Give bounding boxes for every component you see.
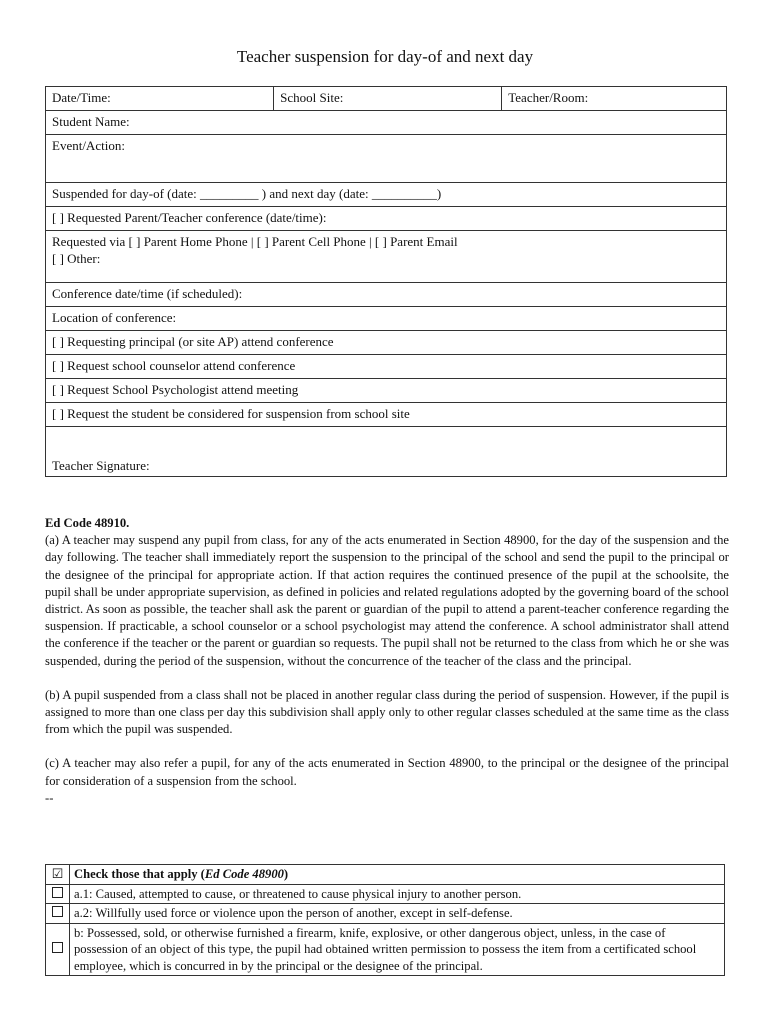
ed-code-heading: Ed Code 48910. <box>45 516 130 530</box>
checked-box-icon: ☑ <box>51 866 64 882</box>
checkbox-icon <box>52 887 63 898</box>
request-principal-option[interactable]: [ ] Requesting principal (or site AP) attend conference <box>46 331 727 355</box>
conference-date-field[interactable]: Conference date/time (if scheduled): <box>46 283 727 307</box>
checklist-header-close: ) <box>283 867 289 881</box>
request-counselor-option[interactable]: [ ] Request school counselor attend conference <box>46 355 727 379</box>
page-title: Teacher suspension for day-of and next day <box>236 47 534 66</box>
header-checkbox <box>46 865 70 885</box>
ed-code-paragraph-a: (a) A teacher may suspend any pupil from class, for any of the acts enumerated in Section 48900, for the day of the suspension and the day following. The teacher shall immediately report the suspension to the principal of the school and send the pupil to the principal or the designee of the principal for appropriate action. If that action requires the continued presence of the pupil at the schoolsite, the pupil shall be under appropriate supervision, as defined in policies and related regulations adopted by the governing board of the school district. As soon as possible, the teacher shall ask the parent or guardian of the pupil to attend a parent-teacher conference regarding the suspension. If practicable, a school counselor or a school psychologist may attend the conference. A school administrator shall attend the conference if the teacher or the parent or guardian so requests. The pupil shall not be returned to the class from which he or she was suspended, during the period of the suspension, without the concurrence of the teacher of the class and the principal. <box>45 533 729 668</box>
checklist-item-b: b: Possessed, sold, or otherwise furnished a firearm, knife, explosive, or other dangerous object, unless, in the case of possession of an object of this type, the pupil had obtained written permission to possess the item from a certificated school employee, which is concurred in by the principal or the designee of the principal. <box>70 923 725 976</box>
location-field[interactable]: Location of conference: <box>46 307 727 331</box>
school-site-field[interactable]: School Site: <box>274 87 502 111</box>
request-suspension-option[interactable]: [ ] Request the student be considered for suspension from school site <box>46 403 727 427</box>
teacher-signature-field[interactable]: Teacher Signature: <box>46 427 727 477</box>
ed-code-paragraph-b: (b) A pupil suspended from a class shall not be placed in another regular class during the period of suspension. However, if the pupil is assigned to more than one class per day this subdivision shall apply only to other regular classes scheduled at the same time as the class from which the pupil was suspended. <box>45 687 729 737</box>
checklist-header-code: Ed Code 48900 <box>204 867 284 881</box>
student-name-field[interactable]: Student Name: <box>46 111 727 135</box>
separator-dash: -- <box>45 790 54 805</box>
checkbox-b[interactable] <box>46 923 70 976</box>
checkbox-icon <box>52 906 63 917</box>
suspension-form <box>45 86 727 477</box>
date-time-field[interactable]: Date/Time: <box>46 87 274 111</box>
ed-code-section <box>45 515 729 807</box>
teacher-room-field[interactable]: Teacher/Room: <box>502 87 727 111</box>
conference-request-field[interactable]: [ ] Requested Parent/Teacher conference (date/time): <box>46 207 727 231</box>
checkbox-icon <box>52 942 63 953</box>
checklist-item-a1: a.1: Caused, attempted to cause, or threatened to cause physical injury to another person. <box>70 884 725 904</box>
requested-via-other: [ ] Other: <box>52 251 101 266</box>
checklist-header-text: Check those that apply ( <box>74 867 205 881</box>
requested-via-line: Requested via [ ] Parent Home Phone | [ ] Parent Cell Phone | [ ] Parent Email <box>52 234 458 249</box>
checklist-table <box>45 864 725 976</box>
ed-code-paragraph-c: (c) A teacher may also refer a pupil, for any of the acts enumerated in Section 48900, to the principal or the designee of the principal for consideration of a suspension from the school. <box>45 756 729 788</box>
event-action-field[interactable]: Event/Action: <box>46 135 727 183</box>
requested-via-field[interactable] <box>46 231 727 283</box>
checkbox-a1[interactable] <box>46 884 70 904</box>
checkbox-a2[interactable] <box>46 904 70 924</box>
request-psychologist-option[interactable]: [ ] Request School Psychologist attend meeting <box>46 379 727 403</box>
checklist-item-a2: a.2: Willfully used force or violence upon the person of another, except in self-defense. <box>70 904 725 924</box>
checklist-header <box>70 865 725 885</box>
suspended-dates-field[interactable]: Suspended for day-of (date: _________ ) and next day (date: __________) <box>46 183 727 207</box>
